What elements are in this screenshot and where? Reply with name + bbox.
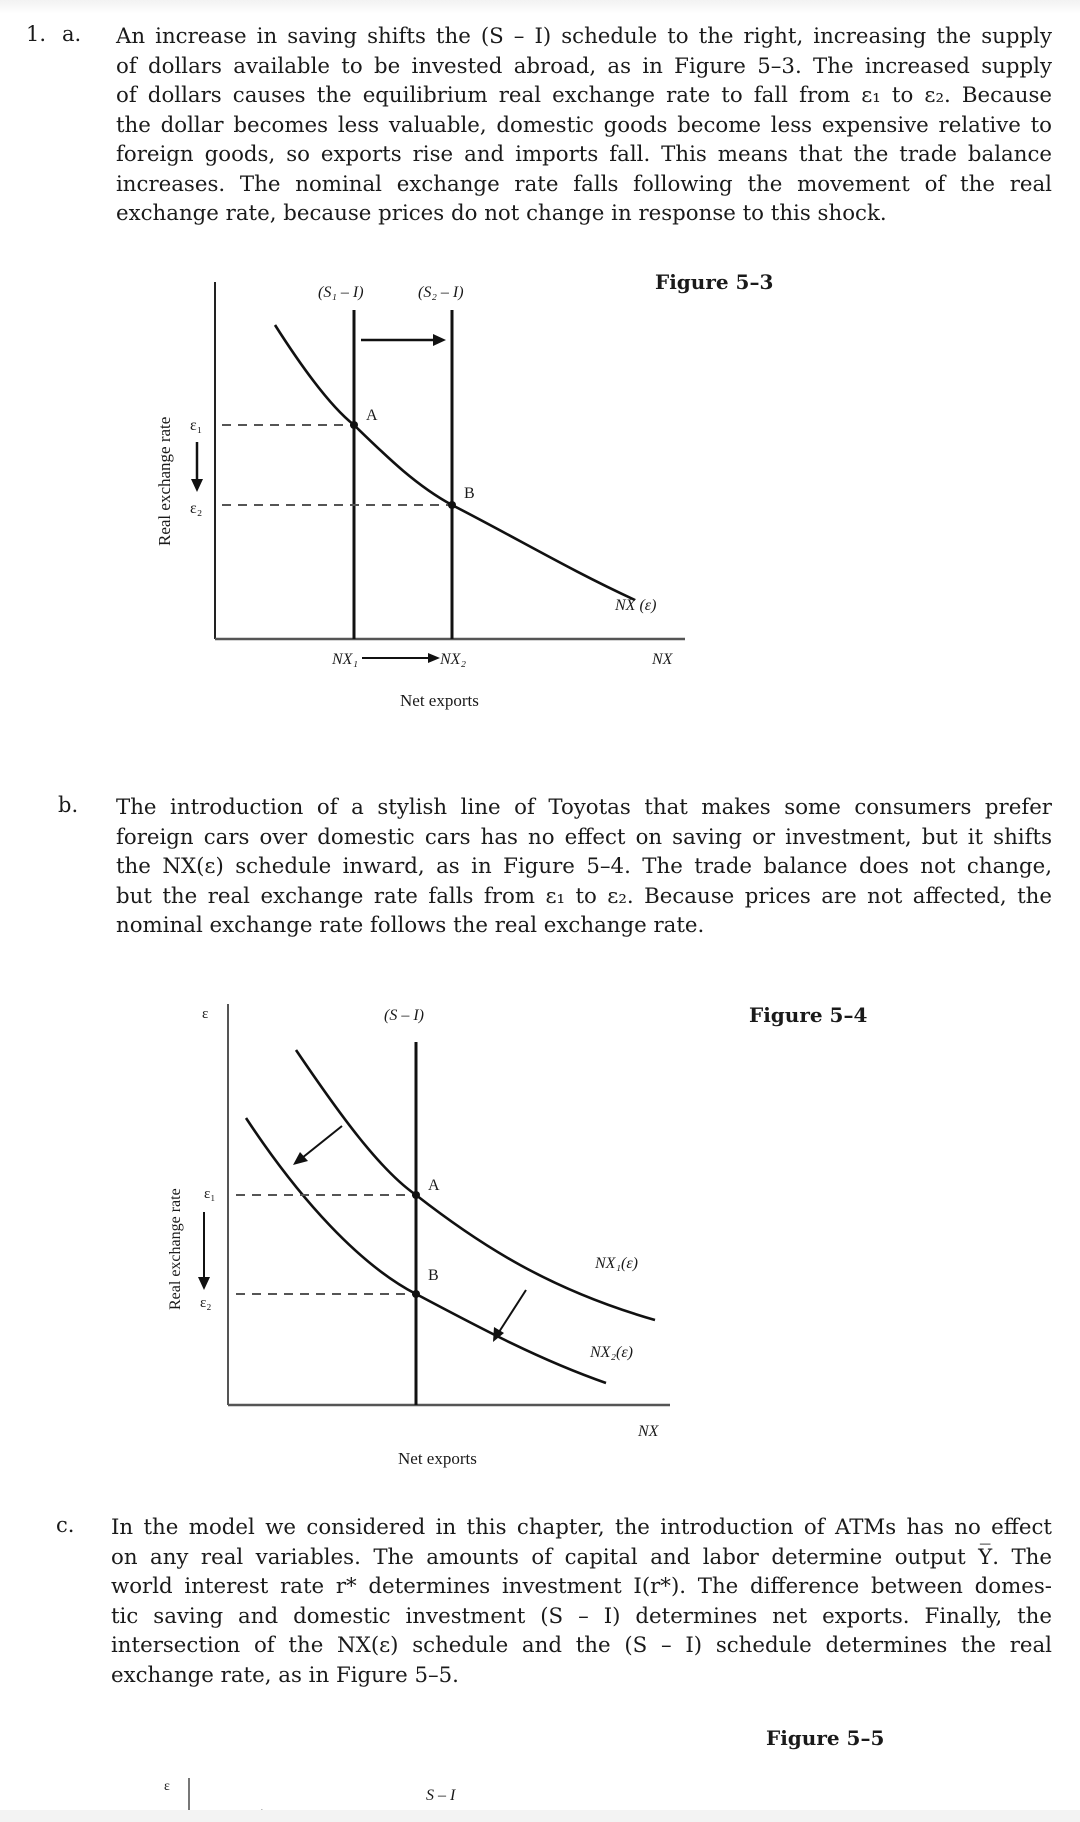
point-a-label: A bbox=[366, 407, 378, 424]
s1-i-label: (S₁ – I) bbox=[318, 284, 364, 301]
text-line: increases. The nominal exchange rate falls following the movement of the real bbox=[116, 171, 1052, 197]
text-line: An increase in saving shifts the (S – I) schedule to the right, increasing the supply bbox=[116, 24, 1052, 49]
epsilon1-tick: ε₁ bbox=[190, 417, 203, 434]
epsilon1-tick: ε₁ bbox=[204, 1186, 216, 1202]
figure-5-5-caption: Figure 5–5 bbox=[766, 1726, 885, 1750]
text-line: In the model we considered in this chapter, the introduction of ATMs has no effect bbox=[111, 1515, 1052, 1540]
figure-5-5 bbox=[150, 1730, 550, 1810]
question-number: 1. bbox=[26, 22, 47, 46]
nx1-curve-label: NX₁(ε) bbox=[595, 1255, 638, 1272]
text-line: of dollars causes the equilibrium real exchange rate to fall from ε₁ to ε₂. Because bbox=[116, 83, 1052, 108]
point-b-dot bbox=[448, 501, 456, 509]
text-line: tic saving and domestic investment (S – I) determines net exports. Finally, the bbox=[111, 1603, 1052, 1629]
part-b-paragraph bbox=[116, 793, 1052, 941]
y-axis-label: Real exchange rate bbox=[155, 416, 174, 546]
nx2-curve-label: NX₂(ε) bbox=[590, 1344, 633, 1361]
part-a-paragraph bbox=[116, 22, 1052, 229]
text-line: The introduction of a stylish line of Toyotas that makes some consumers prefer bbox=[116, 795, 1052, 820]
text-line: nominal exchange rate follows the real exchange rate. bbox=[116, 913, 705, 938]
text-line: on any real variables. The amounts of capital and labor determine output Y̅. The bbox=[111, 1544, 1052, 1570]
s2-i-label: (S₂ – I) bbox=[418, 284, 464, 301]
text-line: the NX(ε) schedule inward, as in Figure 5–4. The trade balance does not change, bbox=[116, 854, 1052, 879]
figure-5-3 bbox=[140, 270, 710, 730]
point-b-label: B bbox=[428, 1267, 439, 1284]
point-b-dot bbox=[412, 1290, 420, 1298]
point-a-dot bbox=[412, 1191, 420, 1199]
shift-arrow-head bbox=[433, 334, 446, 346]
top-edge bbox=[0, 0, 1080, 14]
epsilon2-tick: ε₂ bbox=[190, 500, 203, 517]
s-i-label: S – I bbox=[426, 1787, 456, 1804]
part-a-label: a. bbox=[62, 22, 82, 46]
s-i-label: (S – I) bbox=[384, 1007, 424, 1024]
y-axis-label: Real exchange rate bbox=[167, 1188, 184, 1310]
y-axis-symbol: ε bbox=[164, 1779, 170, 1794]
part-c-label: c. bbox=[56, 1513, 75, 1537]
figure-5-4-caption: Figure 5–4 bbox=[749, 1003, 868, 1027]
x-axis-end-label: NX bbox=[638, 1423, 659, 1440]
text-line: foreign cars over domestic cars has no effect on saving or investment, but it shifts bbox=[116, 824, 1052, 850]
epsilon2-tick: ε₂ bbox=[200, 1295, 212, 1311]
shift-arrow-upper bbox=[302, 1126, 342, 1158]
epsilon-fall-arrow-head bbox=[198, 1277, 210, 1290]
x-axis-label: Net exports bbox=[398, 1449, 477, 1468]
figure-5-4 bbox=[150, 990, 690, 1470]
figure-5-3-caption: Figure 5–3 bbox=[655, 270, 774, 294]
text-line: exchange rate, because prices do not change in response to this shock. bbox=[116, 201, 887, 226]
x-axis-label: Net exports bbox=[400, 691, 479, 710]
part-c-paragraph bbox=[111, 1513, 1052, 1690]
text-line: exchange rate, as in Figure 5–5. bbox=[111, 1662, 459, 1688]
epsilon-fall-arrow-head bbox=[191, 479, 203, 492]
x-axis-end-label: NX bbox=[652, 651, 673, 668]
nx1-curve bbox=[296, 1050, 655, 1320]
nx-curve-label: NX (ε) bbox=[615, 597, 657, 614]
nx1-tick: NX₁ bbox=[332, 651, 359, 668]
y-axis-symbol: ε bbox=[202, 1006, 209, 1022]
part-b-label: b. bbox=[58, 793, 79, 817]
bottom-edge bbox=[0, 1810, 1080, 1822]
nx-shift-arrow-head bbox=[428, 653, 440, 663]
point-a-dot bbox=[350, 421, 358, 429]
text-line: world interest rate r* determines investment I(r*). The difference between domes- bbox=[111, 1574, 1052, 1599]
nx2-tick: NX₂ bbox=[440, 651, 467, 668]
nx-curve bbox=[275, 325, 635, 600]
point-a-label: A bbox=[428, 1177, 440, 1194]
text-line: the dollar becomes less valuable, domestic goods become less expensive relative to bbox=[116, 112, 1052, 138]
shift-arrow-lower bbox=[499, 1290, 526, 1332]
text-line: but the real exchange rate falls from ε₁ to ε₂. Because prices are not affected, the bbox=[116, 883, 1052, 909]
text-line: intersection of the NX(ε) schedule and the (S – I) schedule determines the real bbox=[111, 1633, 1052, 1658]
text-line: of dollars available to be invested abroad, as in Figure 5–3. The increased supply bbox=[116, 53, 1052, 79]
text-line: foreign goods, so exports rise and imports fall. This means that the trade balance bbox=[116, 142, 1052, 167]
point-b-label: B bbox=[464, 485, 475, 502]
